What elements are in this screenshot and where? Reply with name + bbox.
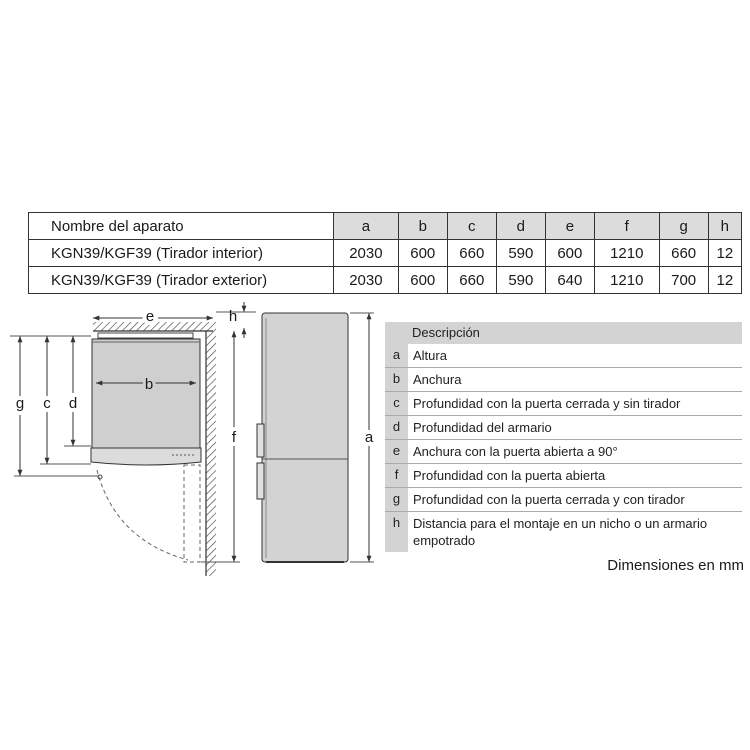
table-cell: KGN39/KGF39 (Tirador interior) bbox=[29, 240, 334, 267]
legend bbox=[385, 322, 742, 552]
header-cell: h bbox=[708, 213, 741, 240]
dim-label-d: d bbox=[68, 395, 78, 412]
appliance-top-outline bbox=[98, 333, 193, 338]
legend-text: Profundidad con la puerta cerrada y con tirador bbox=[413, 492, 685, 507]
legend-item bbox=[385, 464, 742, 488]
dim-label-b: b bbox=[144, 376, 154, 393]
legend-text: Profundidad con la puerta abierta bbox=[413, 468, 606, 483]
legend-letter: e bbox=[385, 440, 408, 463]
table-cell: 660 bbox=[447, 267, 496, 294]
legend-item bbox=[385, 392, 742, 416]
legend-letter: b bbox=[385, 368, 408, 391]
table-cell: 12 bbox=[708, 267, 741, 294]
wall-hatch-top bbox=[93, 322, 216, 331]
closed-door bbox=[91, 448, 201, 465]
table-cell: 2030 bbox=[334, 267, 399, 294]
fridge-side-body bbox=[262, 313, 348, 562]
header-cell: e bbox=[545, 213, 594, 240]
upper-handle bbox=[257, 424, 264, 457]
door-swing-arc bbox=[97, 470, 188, 560]
header-cell: c bbox=[447, 213, 496, 240]
legend-text: Distancia para el montaje en un nicho o un armario empotrado bbox=[413, 516, 708, 548]
dim-label-h: h bbox=[228, 308, 238, 325]
table-cell: 590 bbox=[496, 267, 545, 294]
dim-label-a: a bbox=[364, 429, 374, 446]
table-cell: 1210 bbox=[594, 267, 659, 294]
legend-item bbox=[385, 488, 742, 512]
legend-item bbox=[385, 440, 742, 464]
header-cell: d bbox=[496, 213, 545, 240]
legend-letter: d bbox=[385, 416, 408, 439]
appliance-body bbox=[92, 339, 200, 448]
table-cell: 600 bbox=[545, 240, 594, 267]
wall-hatch-side bbox=[206, 331, 216, 576]
dim-label-c: c bbox=[43, 395, 51, 412]
header-cell: b bbox=[398, 213, 447, 240]
legend-item bbox=[385, 512, 742, 552]
legend-text: Profundidad con la puerta cerrada y sin tirador bbox=[413, 396, 681, 411]
fridge-dimension-diagram bbox=[0, 300, 400, 590]
table-cell: 600 bbox=[398, 240, 447, 267]
legend-text: Anchura con la puerta abierta a 90° bbox=[413, 444, 618, 459]
legend-letter: a bbox=[385, 344, 408, 367]
header-cell: a bbox=[334, 213, 399, 240]
dim-label-e: e bbox=[145, 308, 155, 325]
side-view bbox=[257, 313, 374, 562]
opened-door bbox=[184, 465, 200, 562]
table-cell: KGN39/KGF39 (Tirador exterior) bbox=[29, 267, 334, 294]
header-cell: g bbox=[659, 213, 708, 240]
header-cell: f bbox=[594, 213, 659, 240]
legend-item bbox=[385, 416, 742, 440]
legend-text: Anchura bbox=[413, 372, 462, 387]
table-cell: 660 bbox=[447, 240, 496, 267]
legend-letter: f bbox=[385, 464, 408, 487]
legend-letter: g bbox=[385, 488, 408, 511]
table-cell: 1210 bbox=[594, 240, 659, 267]
legend-item bbox=[385, 344, 742, 368]
table-cell: 2030 bbox=[334, 240, 399, 267]
table-cell: 700 bbox=[659, 267, 708, 294]
table-cell: 600 bbox=[398, 267, 447, 294]
legend-text: Profundidad del armario bbox=[413, 420, 552, 435]
table-cell: 590 bbox=[496, 240, 545, 267]
dimensions-table bbox=[28, 212, 742, 294]
top-view bbox=[10, 302, 256, 576]
dim-label-f: f bbox=[231, 429, 237, 446]
header-cell: Nombre del aparato bbox=[29, 213, 334, 240]
dim-label-g: g bbox=[15, 395, 25, 412]
legend-title: Descripción bbox=[385, 322, 742, 344]
legend-item bbox=[385, 368, 742, 392]
table-cell: 12 bbox=[708, 240, 741, 267]
table-row bbox=[29, 267, 742, 294]
legend-letter: h bbox=[385, 512, 408, 552]
table-header-row bbox=[29, 213, 742, 240]
lower-handle bbox=[257, 463, 264, 499]
legend-text: Altura bbox=[413, 348, 447, 363]
units-note: Dimensiones en mm bbox=[607, 557, 744, 574]
table-cell: 640 bbox=[545, 267, 594, 294]
table-cell: 660 bbox=[659, 240, 708, 267]
legend-letter: c bbox=[385, 392, 408, 415]
table-row bbox=[29, 240, 742, 267]
